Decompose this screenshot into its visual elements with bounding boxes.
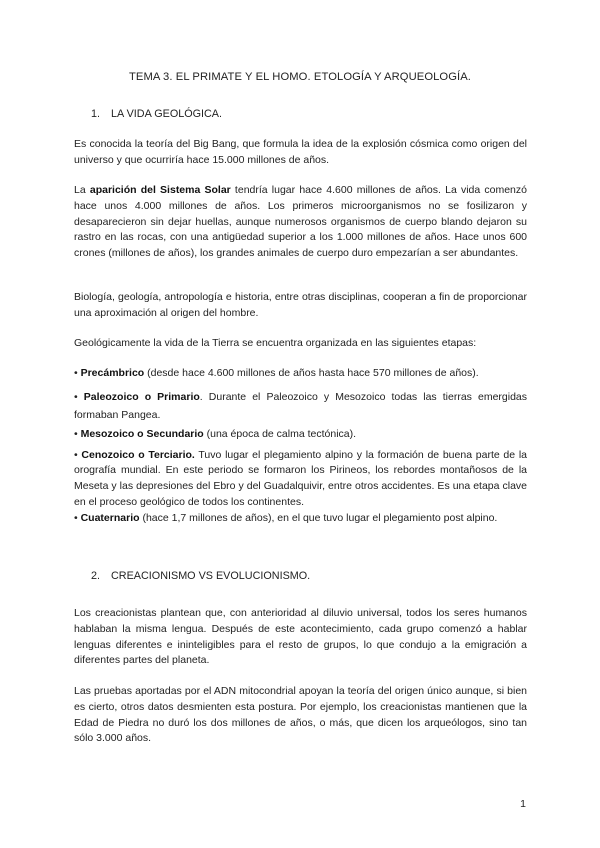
section-1-paragraph-3: Biología, geología, antropología e historia, entre otras disciplinas, cooperan a fin de proporcionar una aproximación al origen del hombre. bbox=[74, 291, 527, 319]
section-1-paragraph-4: Geológicamente la vida de la Tierra se encuentra organizada en las siguientes etapas: bbox=[74, 337, 477, 349]
stage-name: Mesozoico o Secundario bbox=[80, 427, 204, 440]
page-number: 1 bbox=[520, 798, 526, 810]
section-1-heading bbox=[91, 107, 222, 123]
section-1-paragraph-2: La aparición del Sistema Solar tendría lugar hace 4.600 millones de años. La vida comenzó hace unos 4.000 millones de años. Los primeros microorganismos no se fosilizaron y desaparecieron sin dejar huellas, aunque numerosos organismos de cuerpo blando dejaron su rastro en las rocas, con una antigüedad superior a los 1.000 millones de años. Hace unos 600 crones (millones de años), los grandes animales de cuerpo duro empezarían a ser abundantes. bbox=[74, 184, 527, 260]
section-2-title: CREACIONISMO VS EVOLUCIONISMO. bbox=[111, 570, 311, 582]
stage-name: Cenozoico o Terciario. bbox=[81, 448, 195, 461]
solar-system-term: aparición del Sistema Solar bbox=[89, 184, 231, 196]
list-item: • Cenozoico o Terciario. Tuvo lugar el plegamiento alpino y la formación de buena parte de la orografía mundial. En este periodo se formaron los Pirineos, los rebordes montañosos de la Meseta y las depresiones del Ebro y del Guadalquivir, entre otros accidentes. Es una etapa clave en el proceso geológico de todos los continentes. bbox=[74, 448, 528, 508]
list-item: • Precámbrico (desde hace 4.600 millones de años hasta hace 570 millones de años). bbox=[74, 367, 479, 379]
section-1-title: LA VIDA GEOLÓGICA. bbox=[111, 108, 223, 120]
section-1-number: 1. bbox=[91, 108, 101, 120]
section-1-paragraph-1: Es conocida la teoría del Big Bang, que formula la idea de la explosión cósmica como origen del universo y que ocurriría hace 15.000 millones de años. bbox=[74, 138, 527, 166]
section-2-heading bbox=[91, 569, 310, 585]
list-item: • Cuaternario (hace 1,7 millones de años), en el que tuvo lugar el plegamiento post alpino. bbox=[74, 511, 498, 524]
stage-name: Cuaternario bbox=[80, 511, 140, 524]
document-title: TEMA 3. EL PRIMATE Y EL HOMO. ETOLOGÍA Y ARQUEOLOGÍA. bbox=[128, 71, 472, 83]
stage-name: Precámbrico bbox=[80, 367, 145, 379]
list-item: • Paleozoico o Primario. Durante el Paleozoico y Mesozoico todas las tierras emergidas formaban Pangea. bbox=[74, 390, 528, 422]
section-2-paragraph-2: Las pruebas aportadas por el ADN mitocondrial apoyan la teoría del origen único aunque, si bien es cierto, otros datos desmienten esta postura. Por ejemplo, los creacionistas mantienen que la Edad de Piedra no duró los dos millones de años, o más, que dicen los arqueólogos, sino tan sólo 3.000 años. bbox=[74, 685, 527, 745]
section-2-number: 2. bbox=[91, 570, 101, 582]
stage-name: Paleozoico o Primario bbox=[83, 390, 200, 403]
section-2-paragraph-1: Los creacionistas plantean que, con anterioridad al diluvio universal, todos los seres humanos hablaban la misma lengua. Después de este acontecimiento, cada grupo comenzó a hablar lenguas diferentes e ininteligibles para el resto de grupos, lo que condujo a la emigración a diferentes partes del planeta. bbox=[74, 607, 527, 667]
geologic-stages-list bbox=[74, 366, 527, 527]
list-item: • Mesozoico o Secundario (una época de calma tectónica). bbox=[74, 427, 357, 440]
